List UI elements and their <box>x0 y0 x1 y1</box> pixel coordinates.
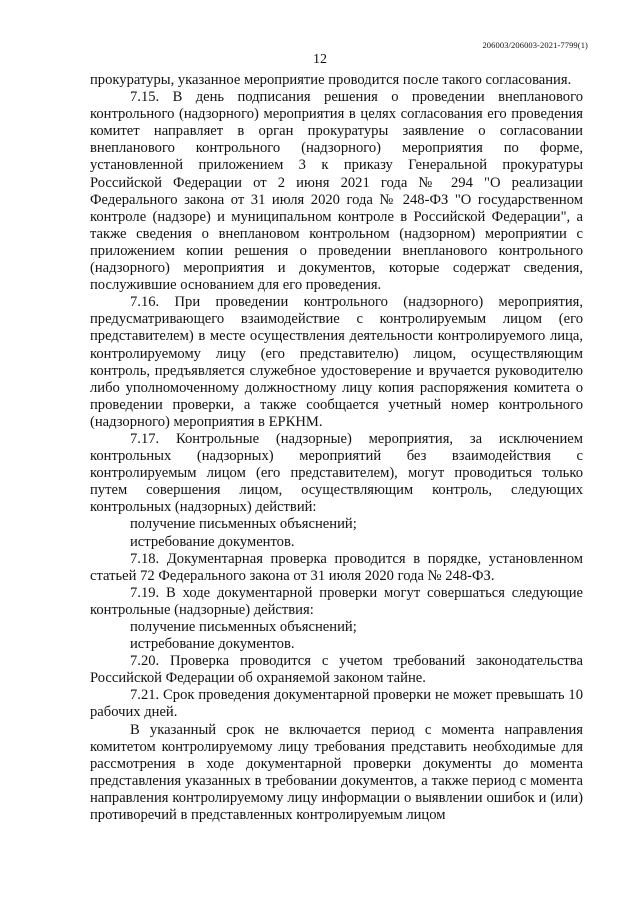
paragraph-continuation: прокуратуры, указанное мероприятие проводится после такого согласования. <box>90 72 572 88</box>
paragraph-term-exclusion: В указанный срок не включается период с момента направления комитетом контролируемому лицу требования представить необходимые для рассмотрения в ходе документарной проверки документы до момента представления указанных в требовании документов, а также период с момента направления контролируемому лицу информации о выявлении ошибок и (или) противоречий в представленных контролируемым лицом <box>90 721 583 824</box>
list-item: истребование документов. <box>130 533 295 550</box>
list-item: получение письменных объяснений; <box>130 619 357 635</box>
page-number: 12 <box>313 52 327 67</box>
document-body <box>90 72 583 824</box>
paragraph-7-17: 7.17. Контрольные (надзорные) мероприятия, за исключением контрольных (надзорных) мероприятий без взаимодействия с контролируемым лицом (его представителем), могут проводиться только путем совершения лицом, осуществляющим контроль, следующих контрольных (надзорных) действий: <box>90 430 583 516</box>
list-item: истребование документов. <box>130 636 295 653</box>
paragraph-7-16: 7.16. При проведении контрольного (надзорного) мероприятия, предусматривающего взаимодействие с контролируемым лицом (его представителем) в месте осуществления деятельности контролируемого лица, контролируемому лицу (его представителю) лицом, осуществляющим контроль, предъявляется служебное удостоверение и вручается руководителю либо уполномоченному должностному лицу копия распоряжения комитета о проведении проверки, а также сообщается учетный номер контрольного (надзорного) мероприятия в ЕРКНМ. <box>90 294 583 430</box>
paragraph-7-21: 7.21. Срок проведения документарной проверки не может превышать 10 рабочих дней. <box>90 687 583 721</box>
paragraph-7-15: 7.15. В день подписания решения о проведении внепланового контрольного (надзорного) мероприятия в целях согласования его проведения комитет направляет в орган прокуратуры заявление о согласовании внепланового контрольного (надзорного) мероприятия по форме, установленной приложением 3 к приказу Генеральной прокуратуры Российской Федерации от 2 июня 2021 года № 294 "О реализации Федерального закона от 31 июля 2020 года № 248-ФЗ "О государственном контроле (надзоре) и муниципальном контроле в Российской Федерации", а также сведения о внеплановом контрольном (надзорном) мероприятии с приложением копии решения о проведении внепланового контрольного (надзорного) мероприятия и документов, которые содержат сведения, послужившие основанием для его проведения. <box>90 89 583 294</box>
paragraph-7-18: 7.18. Документарная проверка проводится в порядке, установленном статьей 72 Федерального закона от 31 июля 2020 года № 248-ФЗ. <box>90 550 583 584</box>
document-id: 206003/206003-2021-7799(1) <box>482 40 588 50</box>
list-item: получение письменных объяснений; <box>130 516 357 533</box>
paragraph-7-19: 7.19. В ходе документарной проверки могут совершаться следующие контрольные (надзорные) действия: <box>90 584 583 618</box>
paragraph-7-20: 7.20. Проверка проводится с учетом требований законодательства Российской Федерации об охраняемой законом тайне. <box>90 653 583 687</box>
